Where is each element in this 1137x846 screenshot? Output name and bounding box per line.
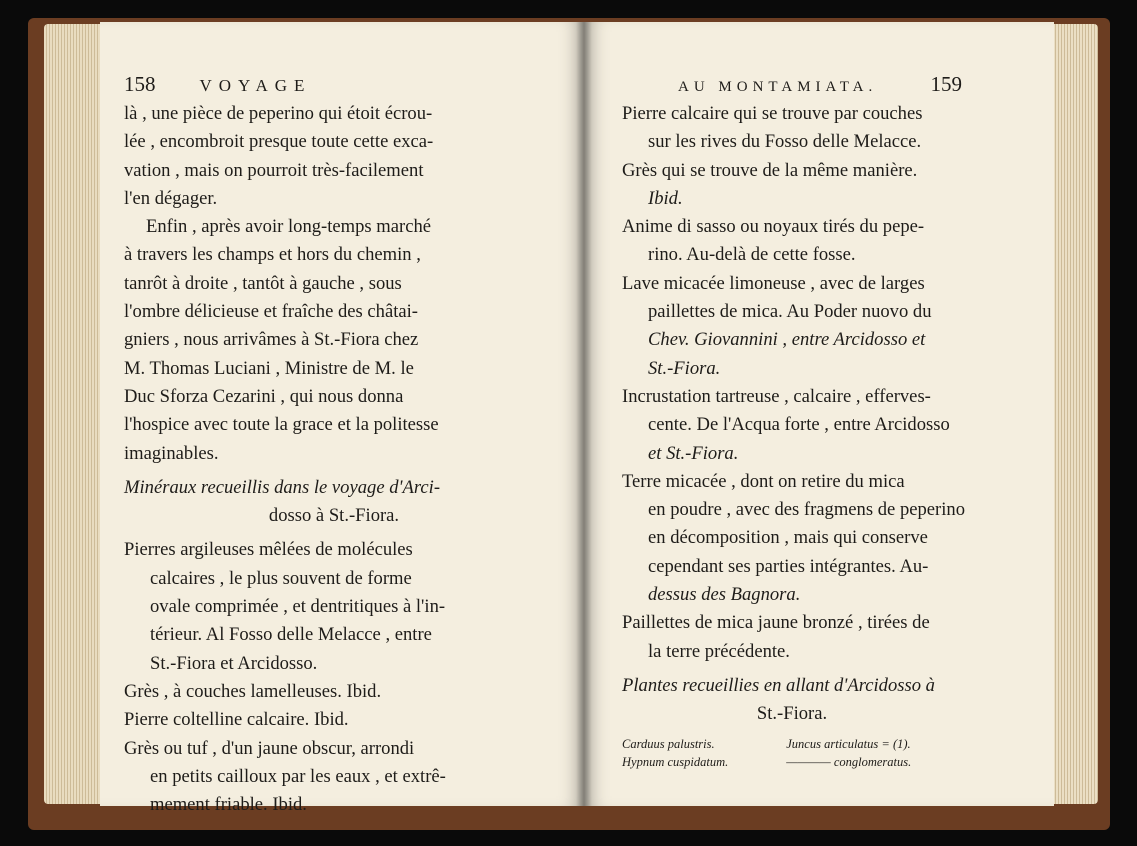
text-line: sur les rives du Fosso delle Melacce.: [648, 131, 922, 153]
text-line: Pierre calcaire qui se trouve par couches: [622, 103, 923, 124]
text-line: mement friable. Ibid.: [150, 794, 307, 816]
plant-name: Carduus palustris.: [622, 736, 715, 751]
text-line: Grès , à couches lamelleuses. Ibid.: [124, 680, 382, 702]
plant-column: [786, 735, 911, 771]
text-line: St.-Fiora et Arcidosso.: [150, 652, 318, 674]
page-edges-left: [44, 24, 104, 804]
text-line: en décomposition , mais qui conserve: [648, 527, 928, 549]
text-line: tanrôt à droite , tantôt à gauche , sous: [124, 272, 402, 294]
section-heading: Minéraux recueillis dans le voyage d'Arci-: [124, 476, 441, 498]
right-running-title: AU MONTAMIATA.: [678, 79, 878, 95]
text-line: imaginables.: [124, 442, 219, 464]
text-line: cente. De l'Acqua forte , entre Arcidosso: [648, 414, 950, 436]
text-line: lée , encombroit presque toute cette exca-: [124, 131, 434, 153]
plant-column: [622, 735, 728, 771]
text-line: la terre précédente.: [648, 640, 790, 662]
text-line: l'en dégager.: [124, 187, 218, 209]
text-line: en petits cailloux par les eaux , et extrê-: [150, 765, 446, 787]
text-line: Ibid.: [648, 187, 683, 209]
left-page-number: 158: [124, 72, 156, 96]
text-line: à travers les champs et hors du chemin ,: [124, 244, 421, 266]
text-line: l'hospice avec toute la grace et la politesse: [124, 414, 439, 436]
left-page-text: [124, 70, 544, 819]
text-line: M. Thomas Luciani , Ministre de M. le: [124, 357, 414, 379]
right-page-text: [622, 70, 965, 771]
left-running-head: [124, 70, 544, 100]
section-heading: St.-Fiora.: [756, 703, 828, 725]
plant-list: [622, 735, 962, 771]
text-line: Paillettes de mica jaune bronzé , tirées de: [622, 612, 930, 634]
text-line: Incrustation tartreuse , calcaire , efferves-: [622, 385, 931, 407]
book-gutter: [576, 22, 592, 806]
text-line: en poudre , avec des fragmens de peperino: [648, 499, 965, 521]
text-line: ovale comprimée , et dentritiques à l'in-: [150, 596, 446, 618]
text-line: térieur. Al Fosso delle Melacce , entre: [150, 624, 432, 646]
text-line: Duc Sforza Cezarini , qui nous donna: [124, 385, 404, 407]
text-line: Pierres argileuses mêlées de molécules: [124, 539, 413, 561]
text-line: Grès qui se trouve de la même manière.: [622, 159, 918, 181]
text-line: rino. Au-delà de cette fosse.: [648, 244, 856, 266]
text-line: cependant ses parties intégrantes. Au-: [648, 555, 929, 577]
left-running-title: VOYAGE: [199, 76, 312, 95]
right-running-head: [622, 70, 962, 100]
text-line: Anime di sasso ou noyaux tirés du pepe-: [622, 216, 925, 238]
text-line: calcaires , le plus souvent de forme: [150, 567, 412, 589]
text-line: Pierre coltelline calcaire. Ibid.: [124, 709, 349, 731]
text-line: et St.-Fiora.: [648, 442, 739, 464]
plant-name: Hypnum cuspidatum.: [622, 754, 729, 769]
text-line: vation , mais on pourroit très-facilement: [124, 159, 424, 181]
text-line: Lave micacée limoneuse , avec de larges: [622, 272, 925, 294]
text-line: Enfin , après avoir long-temps marché: [146, 216, 432, 238]
text-line: Grès ou tuf , d'un jaune obscur, arrondi: [124, 737, 415, 759]
text-line: paillettes de mica. Au Poder nuovo du: [648, 301, 932, 323]
text-line: là , une pièce de peperino qui étoit écrou-: [124, 103, 433, 124]
text-line: l'ombre délicieuse et fraîche des châtai-: [124, 301, 418, 323]
plant-name: Juncus articulatus = (1).: [786, 736, 911, 751]
section-heading: Plantes recueillies en allant d'Arcidosso à: [622, 674, 935, 696]
section-heading: dosso à St.-Fiora.: [268, 505, 400, 527]
text-line: gniers , nous arrivâmes à St.-Fiora chez: [124, 329, 419, 351]
text-line: Chev. Giovannini , entre Arcidosso et: [648, 329, 926, 351]
text-line: St.-Fiora.: [648, 357, 721, 379]
plant-name: ———— conglomeratus.: [786, 754, 912, 769]
text-line: dessus des Bagnora.: [648, 584, 801, 606]
text-line: Terre micacée , dont on retire du mica: [622, 470, 905, 492]
right-page-number: 159: [930, 72, 962, 96]
